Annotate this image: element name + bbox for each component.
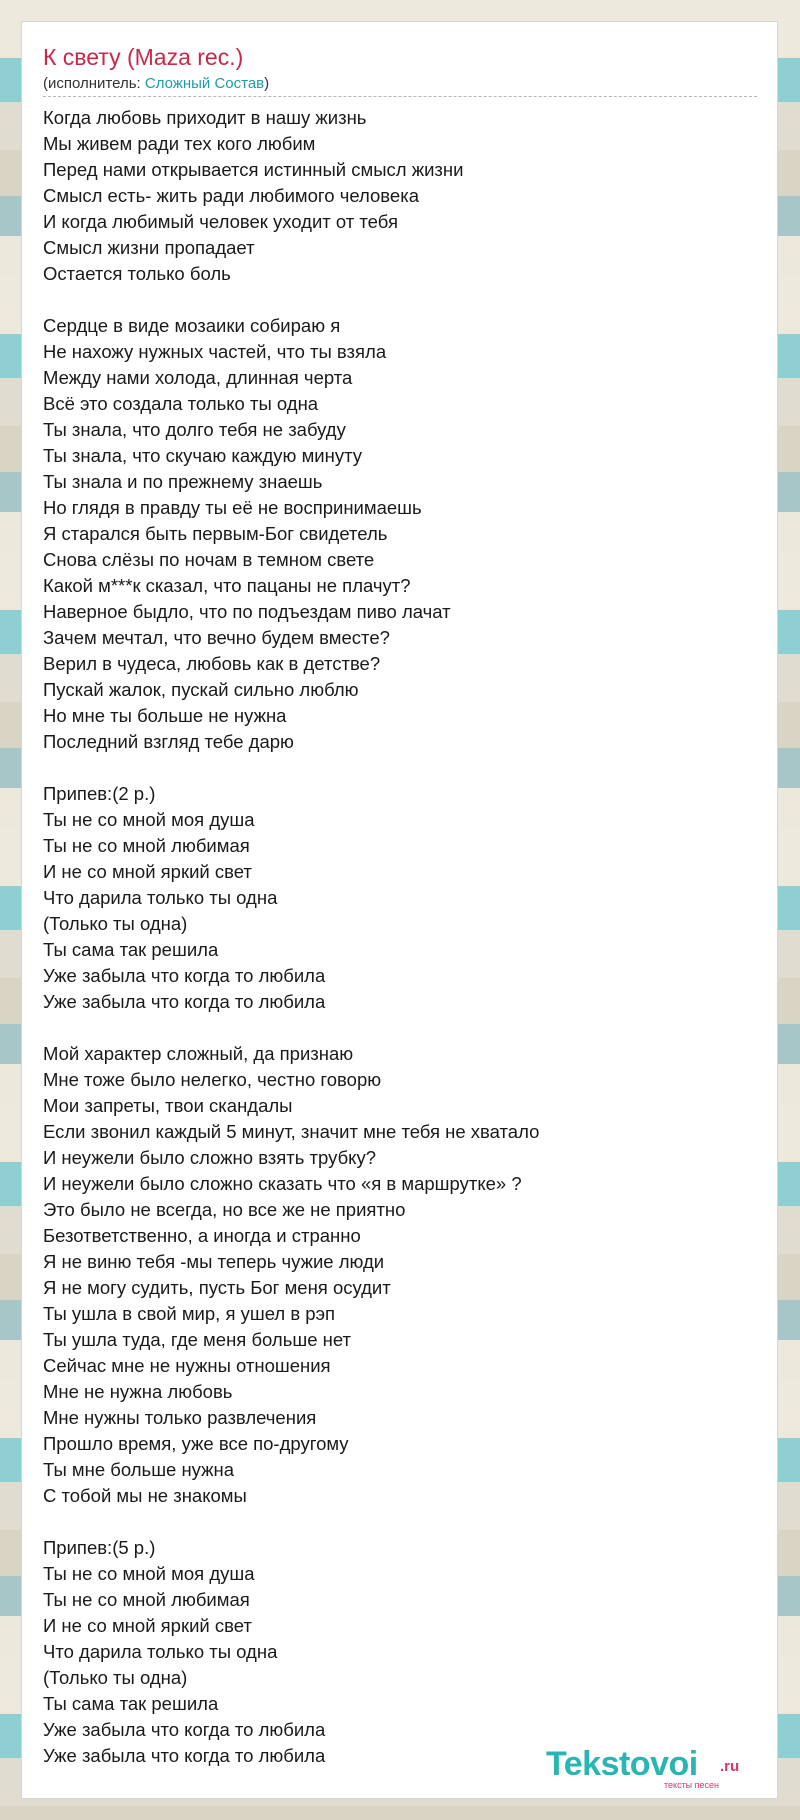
lyric-line: И не со мной яркий свет [43, 861, 252, 882]
lyric-line: Но мне ты больше не нужна [43, 705, 287, 726]
lyric-line: Смысл жизни пропадает [43, 237, 255, 258]
lyric-line: И когда любимый человек уходит от тебя [43, 211, 398, 232]
lyric-line: Верил в чудеса, любовь как в детстве? [43, 653, 381, 674]
lyric-line: Сердце в виде мозаики собираю я [43, 315, 341, 336]
lyric-line: Последний взгляд тебе дарю [43, 731, 294, 752]
lyric-line: Уже забыла что когда то любила [43, 991, 326, 1012]
lyric-line: Наверное быдло, что по подъездам пиво лачат [43, 601, 451, 622]
lyric-line: Припев:(5 р.) [43, 1537, 156, 1558]
lyric-line: Если звонил каждый 5 минут, значит мне тебя не хватало [43, 1121, 540, 1142]
performer-line [43, 74, 269, 94]
lyric-line: Остается только боль [43, 263, 231, 284]
lyric-blank-line [43, 287, 539, 313]
lyric-line: Безответственно, а иногда и странно [43, 1225, 361, 1246]
lyric-line: Всё это создала только ты одна [43, 393, 319, 414]
lyric-line: Смысл есть- жить ради любимого человека [43, 185, 419, 206]
logo-domain: .ru [720, 1758, 740, 1775]
header-divider [43, 96, 757, 97]
lyric-line: Когда любовь приходит в нашу жизнь [43, 107, 367, 128]
lyric-line: Ты сама так решила [43, 939, 219, 960]
lyric-line: Прошло время, уже все по-другому [43, 1433, 349, 1454]
lyric-line: (Только ты одна) [43, 913, 188, 934]
lyric-line: Ты сама так решила [43, 1693, 219, 1714]
lyric-line: Ты не со мной моя душа [43, 809, 255, 830]
lyric-line: Ты не со мной любимая [43, 835, 250, 856]
song-title: К свету (Maza rec.) [43, 44, 244, 70]
lyric-line: Ты знала, что скучаю каждую минуту [43, 445, 363, 466]
logo-name: Tekstovoi [546, 1745, 698, 1783]
lyrics-text [43, 105, 539, 1769]
lyric-line: И неужели было сложно взять трубку? [43, 1147, 377, 1168]
lyric-line: Но глядя в правду ты её не воспринимаешь [43, 497, 422, 518]
lyric-blank-line [43, 755, 539, 781]
lyric-line: Уже забыла что когда то любила [43, 1719, 326, 1740]
lyric-line: Мне тоже было нелегко, честно говорю [43, 1069, 382, 1090]
lyric-blank-line [43, 1509, 539, 1535]
lyric-line: Мы живем ради тех кого любим [43, 133, 316, 154]
lyric-line: Это было не всегда, но все же не приятно [43, 1199, 406, 1220]
lyric-line: Мой характер сложный, да признаю [43, 1043, 354, 1064]
lyric-line: С тобой мы не знакомы [43, 1485, 247, 1506]
lyric-line: Ты ушла в свой мир, я ушел в рэп [43, 1303, 336, 1324]
lyric-line: Зачем мечтал, что вечно будем вместе? [43, 627, 390, 648]
lyric-line: Снова слёзы по ночам в темном свете [43, 549, 375, 570]
lyric-line: Припев:(2 р.) [43, 783, 156, 804]
lyric-line: Пускай жалок, пускай сильно люблю [43, 679, 359, 700]
site-logo[interactable] [546, 1745, 751, 1790]
lyric-line: Ты знала, что долго тебя не забуду [43, 419, 346, 440]
lyric-line: Я не могу судить, пусть Бог меня осудит [43, 1277, 391, 1298]
lyric-line: Ты знала и по прежнему знаешь [43, 471, 323, 492]
lyric-line: Мои запреты, твои скандалы [43, 1095, 293, 1116]
lyric-line: Что дарила только ты одна [43, 887, 278, 908]
lyrics-card [21, 21, 778, 1799]
lyric-line: Ты не со мной любимая [43, 1589, 250, 1610]
lyric-line: Что дарила только ты одна [43, 1641, 278, 1662]
lyric-line: И неужели было сложно сказать что «я в маршрутке» ? [43, 1173, 522, 1194]
lyric-line: Между нами холода, длинная черта [43, 367, 353, 388]
lyric-line: Я старался быть первым-Бог свидетель [43, 523, 388, 544]
lyric-line: Уже забыла что когда то любила [43, 965, 326, 986]
lyric-line: Ты мне больше нужна [43, 1459, 235, 1480]
lyric-line: Мне нужны только развлечения [43, 1407, 317, 1428]
lyric-line: Уже забыла что когда то любила [43, 1745, 326, 1766]
lyric-line: И не со мной яркий свет [43, 1615, 252, 1636]
lyric-line: Какой м***к сказал, что пацаны не плачут? [43, 575, 411, 596]
lyric-line: Ты ушла туда, где меня больше нет [43, 1329, 351, 1350]
lyric-line: Я не виню тебя -мы теперь чужие люди [43, 1251, 385, 1272]
performer-suffix: ) [264, 75, 270, 92]
lyric-line: Не нахожу нужных частей, что ты взяла [43, 341, 387, 362]
lyric-line: Ты не со мной моя душа [43, 1563, 255, 1584]
lyric-line: (Только ты одна) [43, 1667, 188, 1688]
lyric-line: Мне не нужна любовь [43, 1381, 233, 1402]
logo-tagline: тексты песен [664, 1780, 720, 1790]
lyric-blank-line [43, 1015, 539, 1041]
lyric-line: Сейчас мне не нужны отношения [43, 1355, 331, 1376]
performer-link[interactable]: Сложный Состав [144, 75, 265, 92]
lyric-line: Перед нами открывается истинный смысл жизни [43, 159, 464, 180]
performer-prefix: (исполнитель: [43, 75, 145, 92]
